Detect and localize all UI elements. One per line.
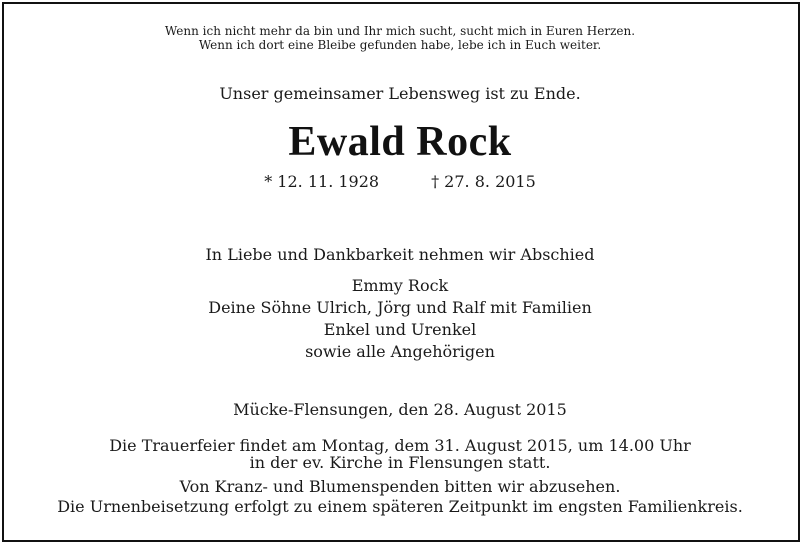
motto-line-2: Wenn ich dort eine Bleibe gefunden habe, lebe ich in Euch weiter. bbox=[198, 38, 602, 52]
motto-line-1: Wenn ich nicht mehr da bin und Ihr mich sucht, sucht mich in Euren Herzen. bbox=[164, 24, 636, 38]
mourner-line: Deine Söhne Ulrich, Jörg und Ralf mit Familien bbox=[208, 298, 592, 317]
funeral-notice-line-1: Die Trauerfeier findet am Montag, dem 31. August 2015, um 14.00 Uhr bbox=[109, 436, 691, 455]
deceased-name: Ewald Rock bbox=[288, 119, 512, 165]
flowers-notice: Von Kranz- und Blumenspenden bitten wir abzusehen. bbox=[179, 477, 621, 496]
intro-text: Unser gemeinsamer Lebensweg ist zu Ende. bbox=[219, 84, 581, 103]
farewell-text: In Liebe und Dankbarkeit nehmen wir Abschied bbox=[205, 245, 595, 264]
urn-notice: Die Urnenbeisetzung erfolgt zu einem späteren Zeitpunkt im engsten Familienkreis. bbox=[57, 497, 743, 516]
life-dates bbox=[0, 172, 800, 191]
death-date: † 27. 8. 2015 bbox=[431, 172, 536, 191]
funeral-notice-line-2: in der ev. Kirche in Flensungen statt. bbox=[249, 453, 551, 472]
place-and-date: Mücke-Flensungen, den 28. August 2015 bbox=[233, 400, 567, 419]
mourner-line: Enkel und Urenkel bbox=[323, 320, 477, 339]
birth-date: * 12. 11. 1928 bbox=[264, 172, 380, 191]
mourner-line: Emmy Rock bbox=[351, 276, 449, 295]
mourner-line: sowie alle Angehörigen bbox=[305, 342, 495, 361]
